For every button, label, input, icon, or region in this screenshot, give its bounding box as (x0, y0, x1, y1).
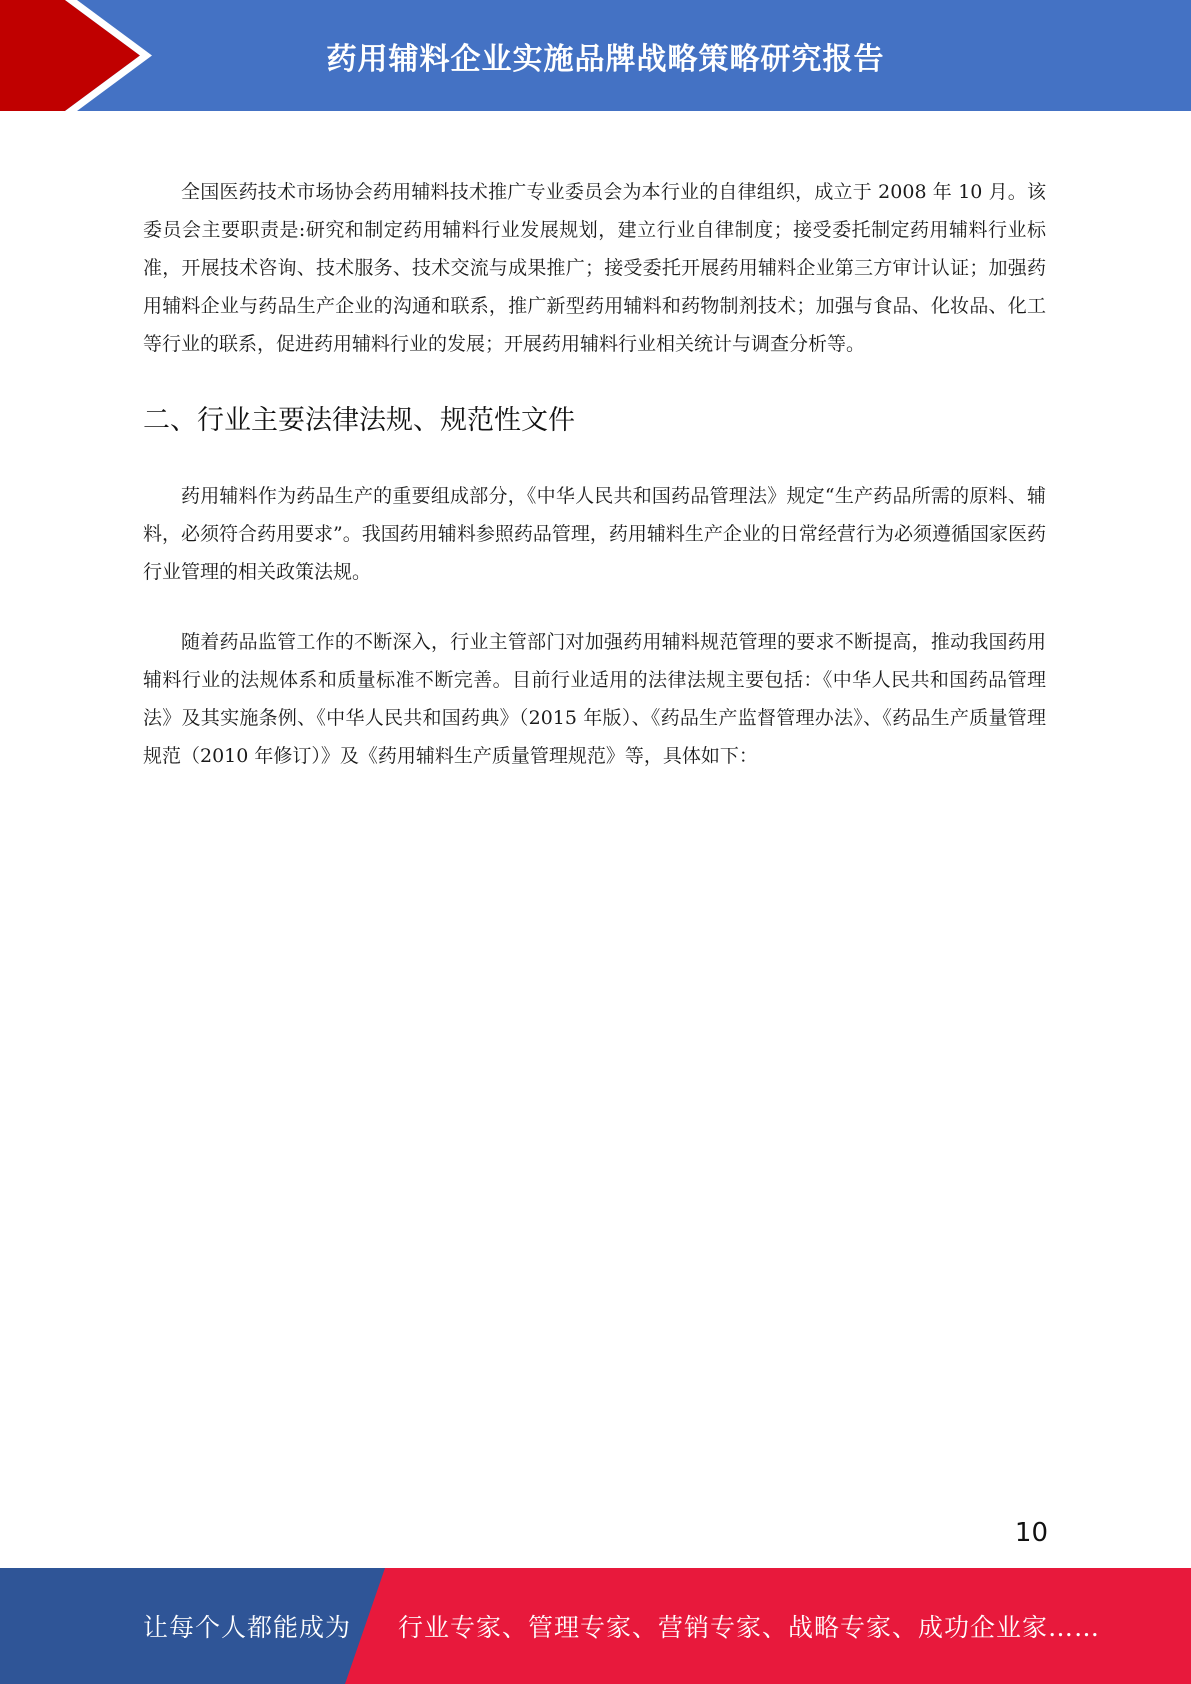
report-title: 药用辅料企业实施品牌战略策略研究报告 (326, 41, 885, 77)
page-number: 10 (1014, 1518, 1048, 1548)
paragraph-laws-list: 随着药品监管工作的不断深入，行业主管部门对加强药用辅料规范管理的要求不断提高，推动我国药用辅料行业的法规体系和质量标准不断完善。目前行业适用的法律法规主要包括：《中华人民共和国药品管理法》及其实施条例、《中华人民共和国药典》（2015 年版）、《药品生产监督管理办法》、《药品生产质量管理规范（2010 年修订）》及《药用辅料生产质量管理规范》等，具体如下： (143, 631, 1046, 767)
document-body (143, 173, 1046, 775)
section-heading: 二、行业主要法律法规、规范性文件 (143, 405, 575, 436)
paragraph-regulation: 药用辅料作为药品生产的重要组成部分，《中华人民共和国药品管理法》规定“生产药品所需的原料、辅料，必须符合药用要求”。我国药用辅料参照药品管理，药用辅料生产企业的日常经营行为必须遵循国家医药行业管理的相关政策法规。 (143, 485, 1046, 583)
chevron-arrow-icon (0, 0, 160, 111)
header-bar (0, 0, 1191, 111)
paragraph-committee: 全国医药技术市场协会药用辅料技术推广专业委员会为本行业的自律组织，成立于 2008 年 10 月。该委员会主要职责是:研究和制定药用辅料行业发展规划，建立行业自律制度；接受委托制定药用辅料行业标准，开展技术咨询、技术服务、技术交流与成果推广；接受委托开展药用辅料企业第三方审计认证；加强药用辅料企业与药品生产企业的沟通和联系，推广新型药用辅料和药物制剂技术；加强与食品、化妆品、化工等行业的联系，促进药用辅料行业的发展；开展药用辅料行业相关统计与调查分析等。 (143, 181, 1046, 355)
footer-banner (0, 1568, 1191, 1684)
footer-slogan-right: 行业专家、管理专家、营销专家、战略专家、成功企业家…… (398, 1613, 1101, 1642)
footer-slogan-left: 让每个人都能成为 (143, 1613, 352, 1642)
